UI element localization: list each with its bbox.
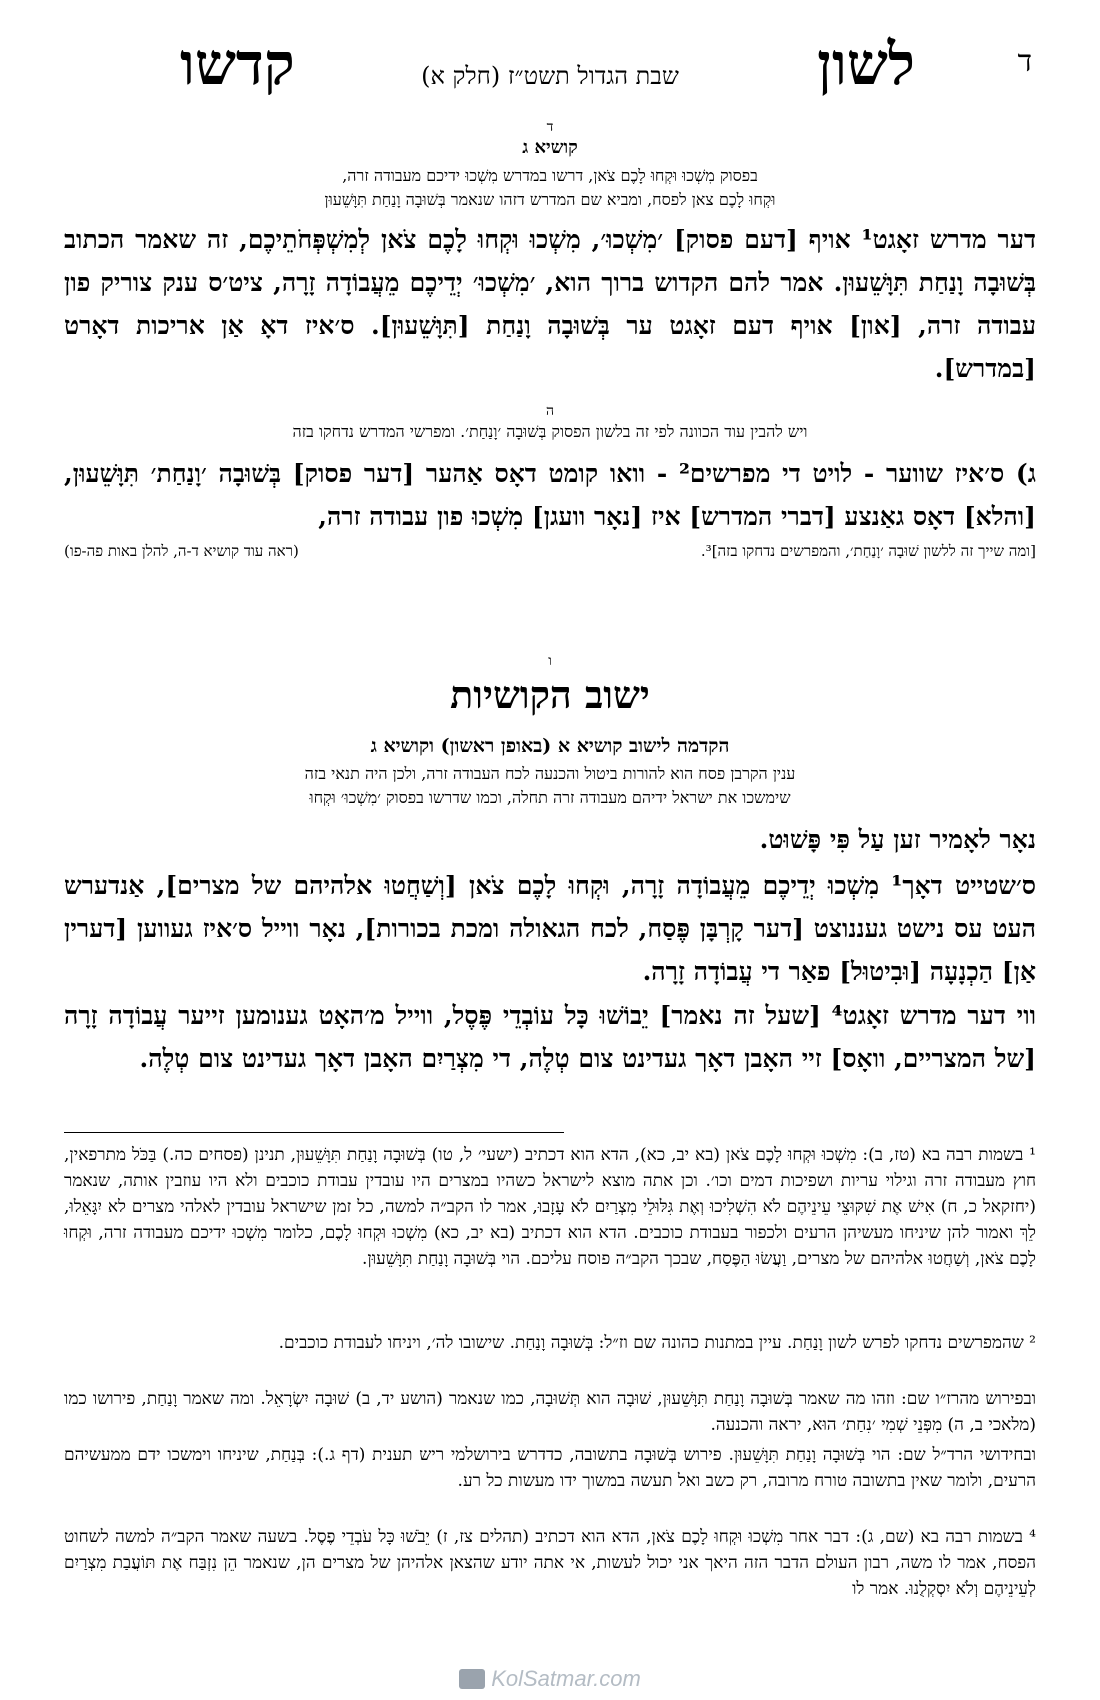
section-intro-h: ויש להבין עוד הכוונה לפי זה בלשון הפסוק בְּשׁוּבָה ׳וָנַחַת׳. ומפרשי המדרש נדחקו בזה: [292, 422, 808, 441]
section-intro-line-2: וּקְחוּ לָכֶם צאן לפסח, ומביא שם המדרש דזהו שנאמר בְּשׁוּבָה וָנַחַת תִּוָּשֵׁעוּן: [324, 190, 776, 209]
brand-text: KolSatmar.com: [491, 1666, 641, 1691]
footnote-4: ⁴ בשמות רבה בא (שם, ג): דבר אחר מִשְׁכוּ וּקְחוּ לָכֶם צֹאן, הדא הוא דכתיב (תהלים צז, ז) יֵבֹשׁוּ כָּל עֹבְדֵי פֶסֶל. בשעה שאמר הקב״ה למשה לשחוט הפסח, אמר לו משה, רבון העולם הדבר הזה היאך אני יכול לעשות, אי אתה יודע שהצאן אלהיהן של מצרים הן, שנאמר הֵן נִזְבַּח אֶת תּוֹעֲבַת מִצְרַיִם לְעֵינֵיהֶם וְלֹא יִסְקְלֻנוּ. אמר לו: [64, 1527, 1036, 1599]
section-intro-v-2: שימשכו את ישראל ידיהם מעבודה זרה תחלה, וכמו שדרשו בפסוק ׳מִשְׁכוּ׳ וּקְחוּ: [309, 788, 791, 807]
page-number: ד: [1017, 44, 1032, 79]
footnote-2: ² שהמפרשים נדחקו לפרש לשון וָנַחַת. עיין במתנות כהונה שם וז״ל: בְּשׁוּבָה וָנַחַת. שישובו לה׳, ויניחו לעבודת כוכבים.: [278, 1333, 1036, 1353]
body-paragraph-v-3: ווי דער מדרש זאָגט⁴ [שעל זה נאמר] יֵבוֹשׁוּ כָּל עוֹבְדֵי פֶּסֶל, ווייל מ׳האָט גענומען זייער עֲבוֹדָה זָרָה [של המצריים, וואָס] זיי האָבן דאָך געדינט צום טְלֶה, די מִצְרַיִם האָבן דאָך געדינט צום טְלֶה.: [64, 1001, 1037, 1073]
section-title-kushya-3: קושיא ג: [522, 137, 578, 158]
book-icon: [459, 1669, 485, 1689]
section-intro-line-1: בפסוק מִשְׁכוּ וּקְחוּ לָכֶם צֹאן, דרשו במדרש מִשְׁכוּ ידיכם מעבודה זרה,: [342, 166, 758, 185]
section-intro-v-1: ענין הקרבן פסח הוא להורות ביטול והכנעה לכח העבודה זרה, ולכן היה תנאי בזה: [304, 764, 796, 783]
running-subtitle: שבת הגדול תשט״ז (חלק א): [421, 62, 679, 90]
body-paragraph-v-1: נאָר לאָמיר זען עַל פִּי פָּשׁוּט.: [759, 825, 1036, 854]
footnote-divider: [64, 1132, 564, 1133]
body-paragraph-v-2: ס׳שטייט דאָך¹ מִשְׁכוּ יְדֵיכֶם מֵעֲבוֹדָה זָרָה, וּקְחוּ לָכֶם צֹאן [וְשַׁחֲטוּ אלהיהם של מצרים], אַנדערש העט עס נישט געננוצט [דער קָרְבָּן פֶּסַח, לכח הגאולה ומכת בכורות], נאָר ווייל ס׳איז געווען [דערין אַן] הַכְנָעָה [וּבִיטוּל] פאַר די עֲבוֹדָה זָרָה.: [64, 871, 1036, 986]
running-title-right: לשון: [817, 30, 915, 98]
section-main-title: ישוב הקושיות: [450, 672, 650, 717]
section-letter-d: ד: [546, 119, 554, 135]
section-subtitle: הקדמה לישוב קושיא א (באופן ראשון) וקושיא ג: [370, 735, 730, 757]
body-paragraph-d: דער מדרש זאָגט¹ אויף [דעם פסוק] ׳מִשְׁכוּ׳, מִשְׁכוּ וּקְחוּ לָכֶם צֹאן לְמִשְׁפְּחֹתֵיכֶם, זה שאמר הכתוב בְּשׁוּבָה וָנַחַת תִּוָּשֵׁעוּן. אמר להם הקדוש ברוך הוא, ׳מִשְׁכוּ׳ יְדֵיכֶם מֵעֲבוֹדָה זָרָה, ציט׳ס ענק צוריק פון עבודה זרה, [און] אויף דעם זאָגט ער בְּשׁוּבָה וָנַחַת [תִּוָּשֵׁעוּן]. ס׳איז דאָ אַן אריכות דאָרט [במדרש].: [64, 225, 1037, 383]
brand-watermark: [0, 1666, 1100, 1692]
section-letter-v: ו: [548, 653, 552, 669]
section-letter-h: ה: [545, 403, 555, 419]
footnote-2-cont-b: ובחידושי הרד״ל שם: הוי בְּשׁוּבָה וָנַחַת תִּוָּשֵׁעוּן. פירוש בְּשׁוּבָה בתשובה, כדדרש בירושלמי ריש תענית (דף ג.): בְּנַחַת, שיניחו וימשכו ידם ממעשיהם הרעים, ולומר שאין בתשובה טורח מרובה, רק כשב ואל תעשה במשוך ידו מעשות כל רע.: [64, 1445, 1036, 1491]
running-title-left: קדשו: [180, 30, 295, 98]
footnote-1: ¹ בשמות רבה בא (טז, ב): מִשְׁכוּ וּקְחוּ לָכֶם צֹאן (בא יב, כא), הדא הוא דכתיב (ישעי׳ ל, טו) בְּשׁוּבָה וָנַחַת תִּוָּשֵׁעוּן, תנינן (פסחים כה.) בַּכֹּל מתרפאין, חוץ מעבודה זרה וגילוי עריות ושפיכות דמים וכו׳. וכן אתה מוצא לישראל כשהיו במצרים היו עובדין עבודת כוכבים ולא היו עוזבין אותה, שנאמר (יחזקאל כ, ח) אִישׁ אֶת שִׁקּוּצֵי עֵינֵיהֶם לֹא הִשְׁלִיכוּ וְאֶת גִּלּוּלֵי מִצְרַיִם לֹא עָזָבוּ, אמר לו הקב״ה למשה, כל זמן שישראל עובדין לאלהי מצרים לא יִגָּאֵלוּ, לֵךְ ואמור להן שיניחו מעשיהן הרעים ולכפור בעבודת כוכבים. הדא הוא דכתיב (בא יב, כא) מִשְׁכוּ וּקְחוּ לָכֶם, כלומר מִשְׁכוּ ידיכם מעבודה זרה, וּקְחוּ לָכֶם צֹאן, וְשַׁחֲטוּ אלהיהם של מצרים, וַעֲשׂוּ הַפֶּסַח, שבכך הקב״ה פוסח עליכם. הוי בְּשׁוּבָה וָנַחַת תִּוָּשֵׁעוּן.: [64, 1145, 1036, 1269]
body-paragraph-h: ג) ס׳איז שווער - לויט די מפרשים² - וואו קומט דאָס אַהער [דער פסוק] בְּשׁוּבָה ׳וָנַחַת׳ תִּוָּשֵׁעוּן, [והלא] דאָס גאַנצע [דברי המדרש] איז [נאָר וועגן] מִשְׁכוּ פון עבודה זרה,: [64, 459, 1036, 531]
note-left: (ראה עוד קושיא ד-ה, להלן באות פה-פו): [64, 542, 299, 560]
note-right: [ומה שייך זה ללשון שׁוּבָה ׳וָנַחַת׳, והמפרשים נדחקו בזה]³.: [700, 542, 1036, 560]
footnote-2-cont-a: ובפירוש מהרז״ו שם: וזהו מה שאמר בְּשׁוּבָה וָנַחַת תִּוָּשֵׁעוּן, שׁוּבָה הוא תְּשׁוּבָה, כמו שנאמר (הושע יד, ב) שׁוּבָה יִשְׂרָאֵל. ומה שאמר וָנַחַת, פירושו כמו (מלאכי ב, ה) מִפְּנֵי שְׁמִי ׳נִחַת׳ הוּא, יראה והכנעה.: [64, 1389, 1036, 1435]
